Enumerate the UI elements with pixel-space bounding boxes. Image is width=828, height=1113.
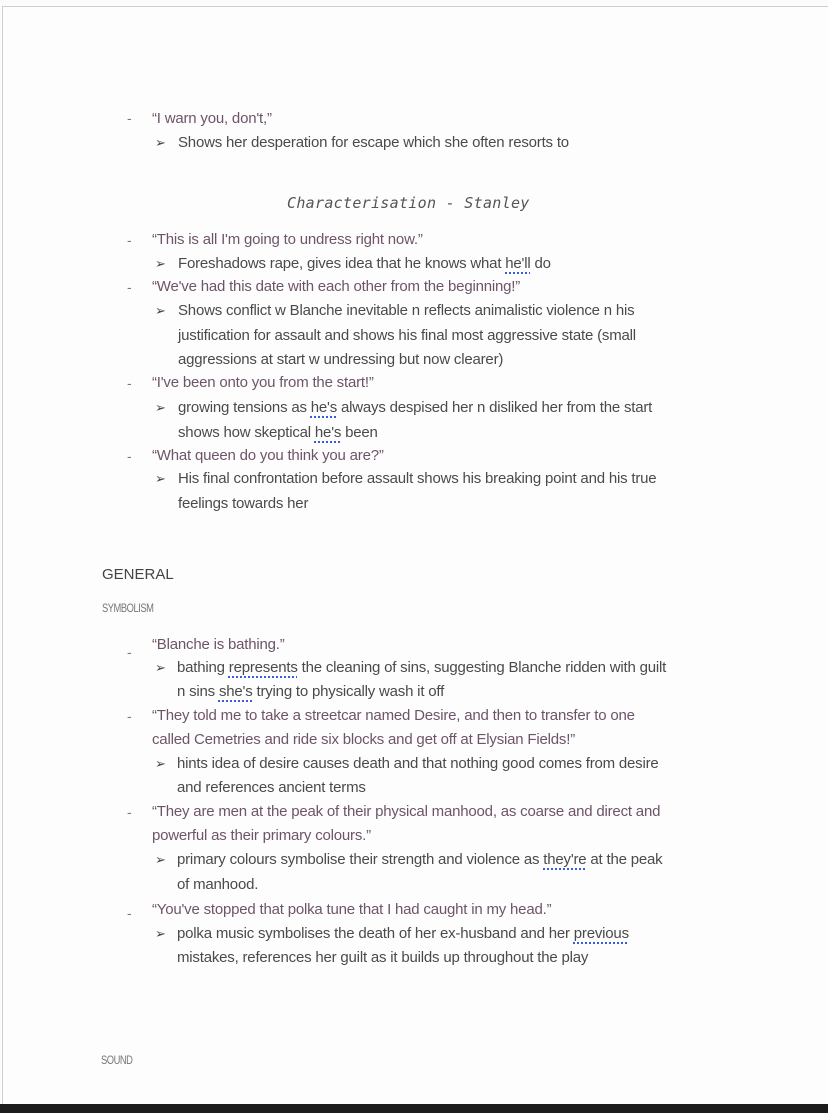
spelling-flag[interactable]: they're <box>543 851 587 868</box>
note-text: feelings towards her <box>178 495 309 512</box>
note-text-segment: shows how skeptical <box>178 424 315 441</box>
note-text-segment: the cleaning of sins, suggesting Blanche ridden with guilt <box>297 659 667 676</box>
quote-text: “They told me to take a streetcar named Desire, and then to transfer to one <box>152 707 635 724</box>
section-title-stanley: Characterisation - Stanley <box>287 194 530 212</box>
list-dash: - <box>127 708 132 724</box>
note-text: mistakes, references her guilt as it builds up throughout the play <box>177 949 589 966</box>
quote-text: “I warn you, don't,” <box>152 110 272 127</box>
list-dash: - <box>127 804 132 820</box>
note-text <box>177 922 629 946</box>
arrow-bullet-icon: ➢ <box>155 303 166 318</box>
quote-text: “We've had this date with each other from the beginning!” <box>152 278 521 295</box>
arrow-bullet-icon: ➢ <box>155 756 166 771</box>
list-dash: - <box>127 279 132 295</box>
note-text-segment: growing tensions as <box>178 399 311 416</box>
note-text: of manhood. <box>177 876 259 893</box>
spelling-flag[interactable]: she's <box>218 683 253 700</box>
note-text-segment: at the peak <box>586 851 663 868</box>
note-text <box>177 848 662 872</box>
list-dash: - <box>127 905 132 921</box>
list-dash: - <box>127 448 132 464</box>
list-dash: - <box>127 232 132 248</box>
arrow-bullet-icon: ➢ <box>155 660 166 675</box>
quote-text: “They are men at the peak of their physical manhood, as coarse and direct and <box>152 803 661 820</box>
spelling-flag[interactable]: represents <box>228 659 298 676</box>
arrow-bullet-icon: ➢ <box>155 256 166 271</box>
spelling-flag[interactable]: previous <box>573 925 629 942</box>
note-text-segment: always despised her n disliked her from the start <box>337 399 653 416</box>
note-text: and references ancient terms <box>177 779 366 796</box>
spelling-flag[interactable]: he's <box>310 399 337 416</box>
arrow-bullet-icon: ➢ <box>155 852 166 867</box>
spelling-flag[interactable]: he'll <box>505 255 531 272</box>
note-text-segment: polka music symbolises the death of her ex-husband and her <box>177 925 574 942</box>
quote-text: “You've stopped that polka tune that I had caught in my head.” <box>152 901 552 918</box>
list-dash: - <box>127 644 132 660</box>
arrow-bullet-icon: ➢ <box>155 926 166 941</box>
note-text-segment: trying to physically wash it off <box>252 683 445 700</box>
note-text-segment: Foreshadows rape, gives idea that he knows what <box>178 255 506 272</box>
quote-text: “What queen do you think you are?” <box>152 447 384 464</box>
quote-text: called Cemetries and ride six blocks and get off at Elysian Fields!” <box>152 731 575 748</box>
quote-text: “This is all I'm going to undress right now.” <box>152 231 423 248</box>
bottom-edge-bar <box>0 1104 828 1113</box>
note-text-segment: bathing <box>177 659 229 676</box>
note-text: aggressions at start w undressing but now clearer) <box>178 351 504 368</box>
list-dash: - <box>127 110 132 126</box>
quote-text: powerful as their primary colours.” <box>152 827 371 844</box>
quote-text: “Blanche is bathing.” <box>152 636 285 653</box>
subsection-title-sound: SOUND <box>101 1053 133 1067</box>
note-text: justification for assault and shows his final most aggressive state (small <box>178 327 636 344</box>
note-text-segment: do <box>530 255 551 272</box>
note-text <box>178 252 551 276</box>
section-title-general: GENERAL <box>102 566 174 583</box>
note-text: His final confrontation before assault shows his breaking point and his true <box>178 470 657 487</box>
quote-text: “I've been onto you from the start!” <box>152 374 374 391</box>
arrow-bullet-icon: ➢ <box>155 135 166 150</box>
arrow-bullet-icon: ➢ <box>155 471 166 486</box>
note-text <box>177 656 666 680</box>
note-text <box>178 421 378 445</box>
note-text: Shows conflict w Blanche inevitable n reflects animalistic violence n his <box>178 302 635 319</box>
spelling-flag[interactable]: he's <box>314 424 342 441</box>
subsection-title-symbolism: SYMBOLISM <box>102 601 154 615</box>
note-text-segment: n sins <box>177 683 219 700</box>
arrow-bullet-icon: ➢ <box>155 400 166 415</box>
note-text <box>178 396 652 420</box>
note-text: hints idea of desire causes death and that nothing good comes from desire <box>177 755 659 772</box>
note-text <box>177 680 444 704</box>
note-text-segment: been <box>341 424 378 441</box>
note-text-segment: primary colours symbolise their strength and violence as <box>177 851 544 868</box>
note-text: Shows her desperation for escape which she often resorts to <box>178 134 569 151</box>
list-dash: - <box>127 375 132 391</box>
